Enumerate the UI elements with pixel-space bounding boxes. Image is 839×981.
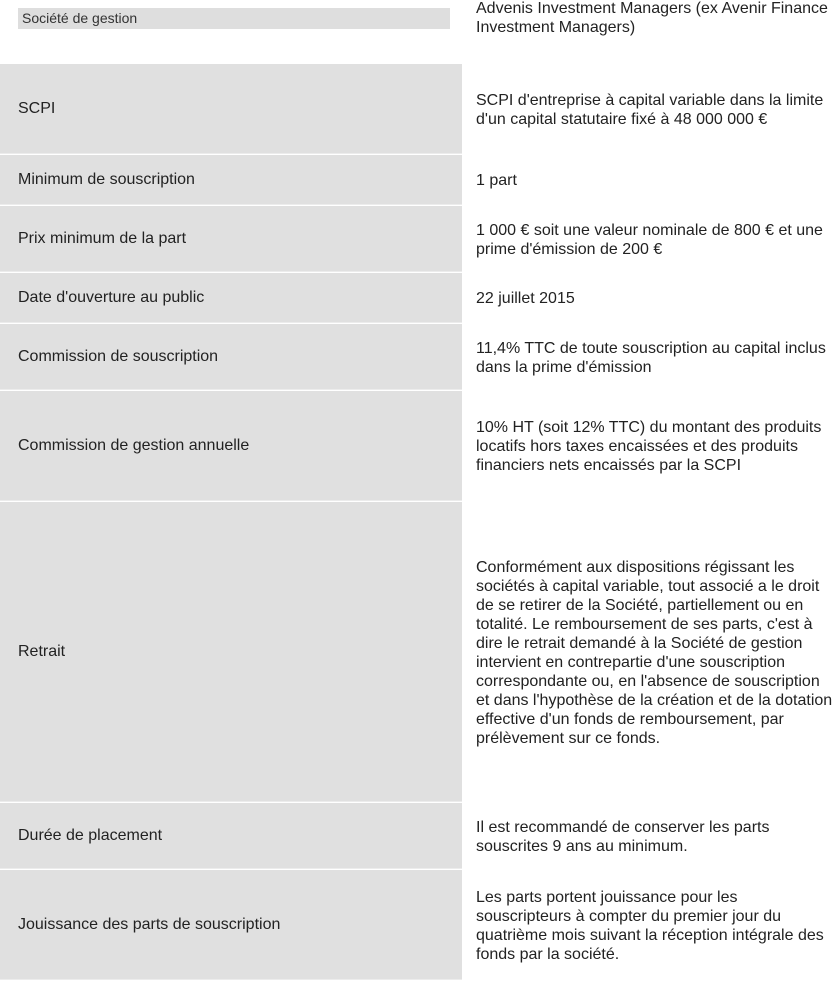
row-label: Durée de placement (0, 803, 462, 869)
table-row-commission-gestion (0, 391, 839, 502)
row-label: Jouissance des parts de souscription (0, 870, 462, 980)
row-label: SCPI (0, 64, 462, 154)
header-row (0, 0, 839, 56)
row-value: 10% HT (soit 12% TTC) du montant des produits locatifs hors taxes encaissées et des produits financiers nets encaissés par la SCPI (476, 419, 822, 474)
row-value: Les parts portent jouissance pour les souscripteurs à compter du premier jour du quatrième mois suivant la réception intégrale des fonds par la société. (476, 888, 824, 963)
table-row-prix-minimum (0, 206, 839, 273)
row-value: 1 part (476, 172, 517, 189)
table-row-scpi (0, 64, 839, 155)
management-company-value: Advenis Investment Managers (ex Avenir Finance Investment Managers) (476, 0, 828, 36)
row-value: Conformément aux dispositions régissant les sociétés à capital variable, tout associé a le droit de se retirer de la Société, partiellement ou en totalité. Le remboursement de ses parts, c'est à dire le retrait demandé à la Société de gestion intervient en contrepartie d'une souscription correspondante ou, en l'absence de souscription et dans l'hypothèse de la création et de la dotation effective d'un fonds de remboursement, par prélèvement sur ce fonds. (476, 558, 833, 747)
row-value: Il est recommandé de conserver les parts souscrites 9 ans au minimum. (476, 818, 770, 855)
row-value: 11,4% TTC de toute souscription au capital inclus dans la prime d'émission (476, 339, 826, 376)
table-row-retrait (0, 502, 839, 803)
row-label: Commission de souscription (0, 324, 462, 390)
scpi-info-table (0, 64, 839, 981)
row-label: Retrait (0, 502, 462, 802)
row-label: Minimum de souscription (0, 155, 462, 205)
table-row-jouissance (0, 870, 839, 981)
row-label: Prix minimum de la part (0, 206, 462, 272)
row-label: Date d'ouverture au public (0, 273, 462, 323)
table-row-date-ouverture (0, 273, 839, 324)
table-row-minimum-souscription (0, 155, 839, 206)
management-company-label: Société de gestion (18, 8, 450, 29)
table-row-duree-placement (0, 803, 839, 870)
row-value: 22 juillet 2015 (476, 290, 575, 307)
row-label: Commission de gestion annuelle (0, 391, 462, 501)
table-row-commission-souscription (0, 324, 839, 391)
row-value: 1 000 € soit une valeur nominale de 800 € et une prime d'émission de 200 € (476, 221, 823, 258)
row-value: SCPI d'entreprise à capital variable dans la limite d'un capital statutaire fixé à 48 000 000 € (476, 91, 824, 128)
